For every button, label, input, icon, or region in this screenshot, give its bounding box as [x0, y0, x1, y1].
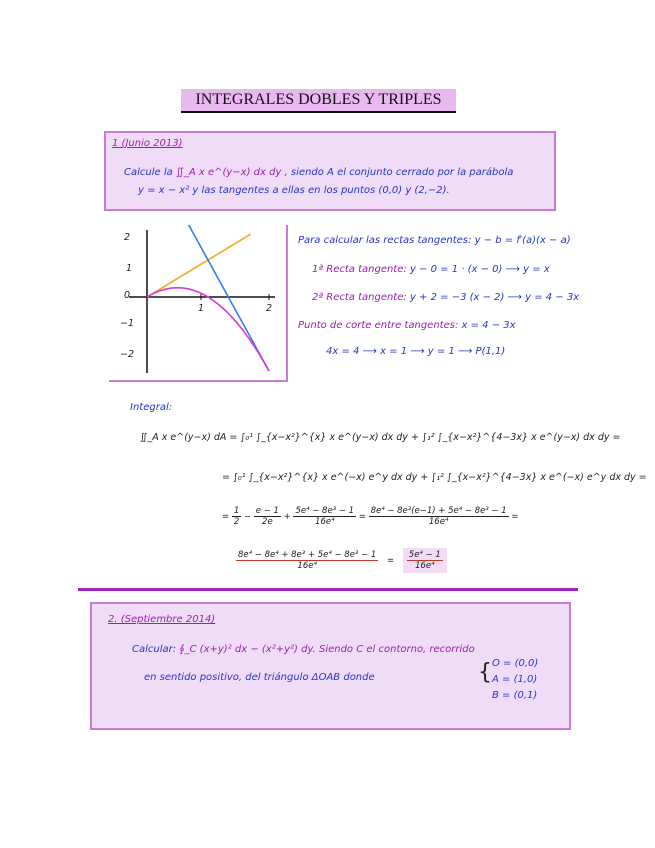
- point-a: A = (1,0): [492, 674, 538, 685]
- fraction: [254, 506, 281, 527]
- problem-2-box: [90, 602, 571, 730]
- row1-term-2: ∫₁² ∫_{x−x²}^{4−3x} x e^(y−x) dx dy =: [421, 432, 621, 443]
- integral-row-4: [236, 548, 447, 573]
- row1-lhs: ∬_A x e^(y−x) dA: [140, 432, 227, 443]
- tangent-2: [312, 292, 579, 303]
- statement-text: Calcule la: [124, 167, 173, 178]
- numerator: e − 1: [255, 506, 279, 516]
- denominator: 16e⁴: [297, 561, 317, 571]
- numerator: 8e⁴ − 8e³(e−1) + 5e⁴ − 8e³ − 1: [370, 506, 507, 516]
- intro-formula: y − b = f′(a)(x − a): [474, 235, 571, 246]
- intro-label: Para calcular las rectas tangentes:: [298, 235, 472, 246]
- brace: {: [478, 660, 492, 685]
- cut-label: Punto de corte entre tangentes:: [298, 320, 459, 331]
- statement-integral: ∬_A x e^(y−x) dx dy: [175, 167, 282, 178]
- point-o: O = (0,0): [492, 658, 539, 669]
- row1-term-1: ∫₀¹ ∫_{x−x²}^{x} x e^(y−x) dx dy: [240, 432, 408, 443]
- problem-2-rest: Siendo C el contorno, recorrido: [318, 644, 475, 655]
- fraction: [293, 506, 356, 527]
- denominator: 2: [233, 517, 240, 527]
- cut-steps: 4x = 4 ⟶ x = 1 ⟶ y = 1 ⟶ P(1,1): [326, 346, 506, 357]
- row4-eq: =: [386, 556, 395, 566]
- row3-eq-2: =: [358, 512, 366, 522]
- numerator: 1: [233, 506, 240, 516]
- row1-plus: +: [410, 432, 419, 443]
- denominator: 16e⁴: [415, 561, 435, 571]
- fraction: [236, 550, 378, 571]
- problem-2-line-2: en sentido positivo, del triángulo ΔOAB donde: [144, 672, 375, 683]
- integral-label: Integral:: [130, 402, 173, 413]
- problem-1-box: [104, 131, 556, 211]
- parabola-curve: [147, 288, 269, 371]
- row1-eq: =: [229, 432, 238, 443]
- y-tick-label: −2: [120, 349, 135, 360]
- row3-eq: =: [222, 512, 230, 522]
- statement-text-2: , siendo A el conjunto cerrado por la parábola: [284, 167, 514, 178]
- fraction: [369, 506, 509, 527]
- y-tick-label: 2: [124, 232, 131, 243]
- problem-1-statement-line-2: y = x − x² y las tangentes a ellas en los puntos (0,0) y (2,−2).: [138, 185, 450, 196]
- tangent-1-label: 1ª Recta tangente:: [312, 264, 407, 275]
- problem-1-header: 1 (Junio 2013): [112, 138, 183, 149]
- row3-eq-3: =: [511, 512, 519, 522]
- tangent-2-formula: y + 2 = −3 (x − 2) ⟶ y = 4 − 3x: [409, 292, 580, 303]
- denominator: 16e⁴: [315, 517, 335, 527]
- problem-2-line-1: [132, 644, 475, 655]
- integral-row-1: [140, 432, 620, 443]
- y-tick-label: 1: [126, 263, 133, 274]
- calc-label: Calcular:: [132, 644, 177, 655]
- page-title: INTEGRALES DOBLES Y TRIPLES: [181, 89, 456, 113]
- tangent-1-formula: y − 0 = 1 · (x − 0) ⟶ y = x: [409, 264, 550, 275]
- fraction: [232, 506, 241, 527]
- denominator: 2e: [262, 517, 273, 527]
- tangent-1: [312, 264, 550, 275]
- line-integral: ∮_C (x+y)² dx − (x²+y²) dy.: [179, 644, 316, 655]
- y-tick-label: −1: [120, 318, 135, 329]
- tangent-intro: [298, 235, 571, 246]
- problem-2-header: 2. (Septiembre 2014): [108, 614, 216, 625]
- numerator: 8e⁴ − 8e⁴ + 8e³ + 5e⁴ − 8e³ − 1: [238, 550, 377, 560]
- integral-row-2: = ∫₀¹ ∫_{x−x²}^{x} x e^(−x) e^y dx dy + ∫₁² ∫_{x−x²}^{4−3x} x e^(−x) e^y dx dy =: [222, 472, 647, 483]
- problem-1-statement-line-1: [124, 167, 513, 178]
- y-tick-label: 0: [124, 290, 131, 301]
- denominator: 16e⁴: [428, 517, 449, 527]
- row3-plus: +: [283, 512, 291, 522]
- cut-formula: x = 4 − 3x: [461, 320, 516, 331]
- cut-point: [298, 320, 516, 331]
- integral-row-3: [222, 506, 519, 527]
- tangent-2-label: 2ª Recta tangente:: [312, 292, 407, 303]
- x-tick-label: 1: [198, 303, 205, 314]
- x-tick-label: 2: [266, 303, 273, 314]
- numerator: 5e⁴ − 8e³ − 1: [295, 506, 355, 516]
- row3-minus: −: [243, 512, 252, 522]
- numerator: 5e⁴ − 1: [408, 550, 441, 560]
- section-divider: [78, 588, 578, 591]
- point-b: B = (0,1): [492, 690, 538, 701]
- final-result: [403, 548, 447, 573]
